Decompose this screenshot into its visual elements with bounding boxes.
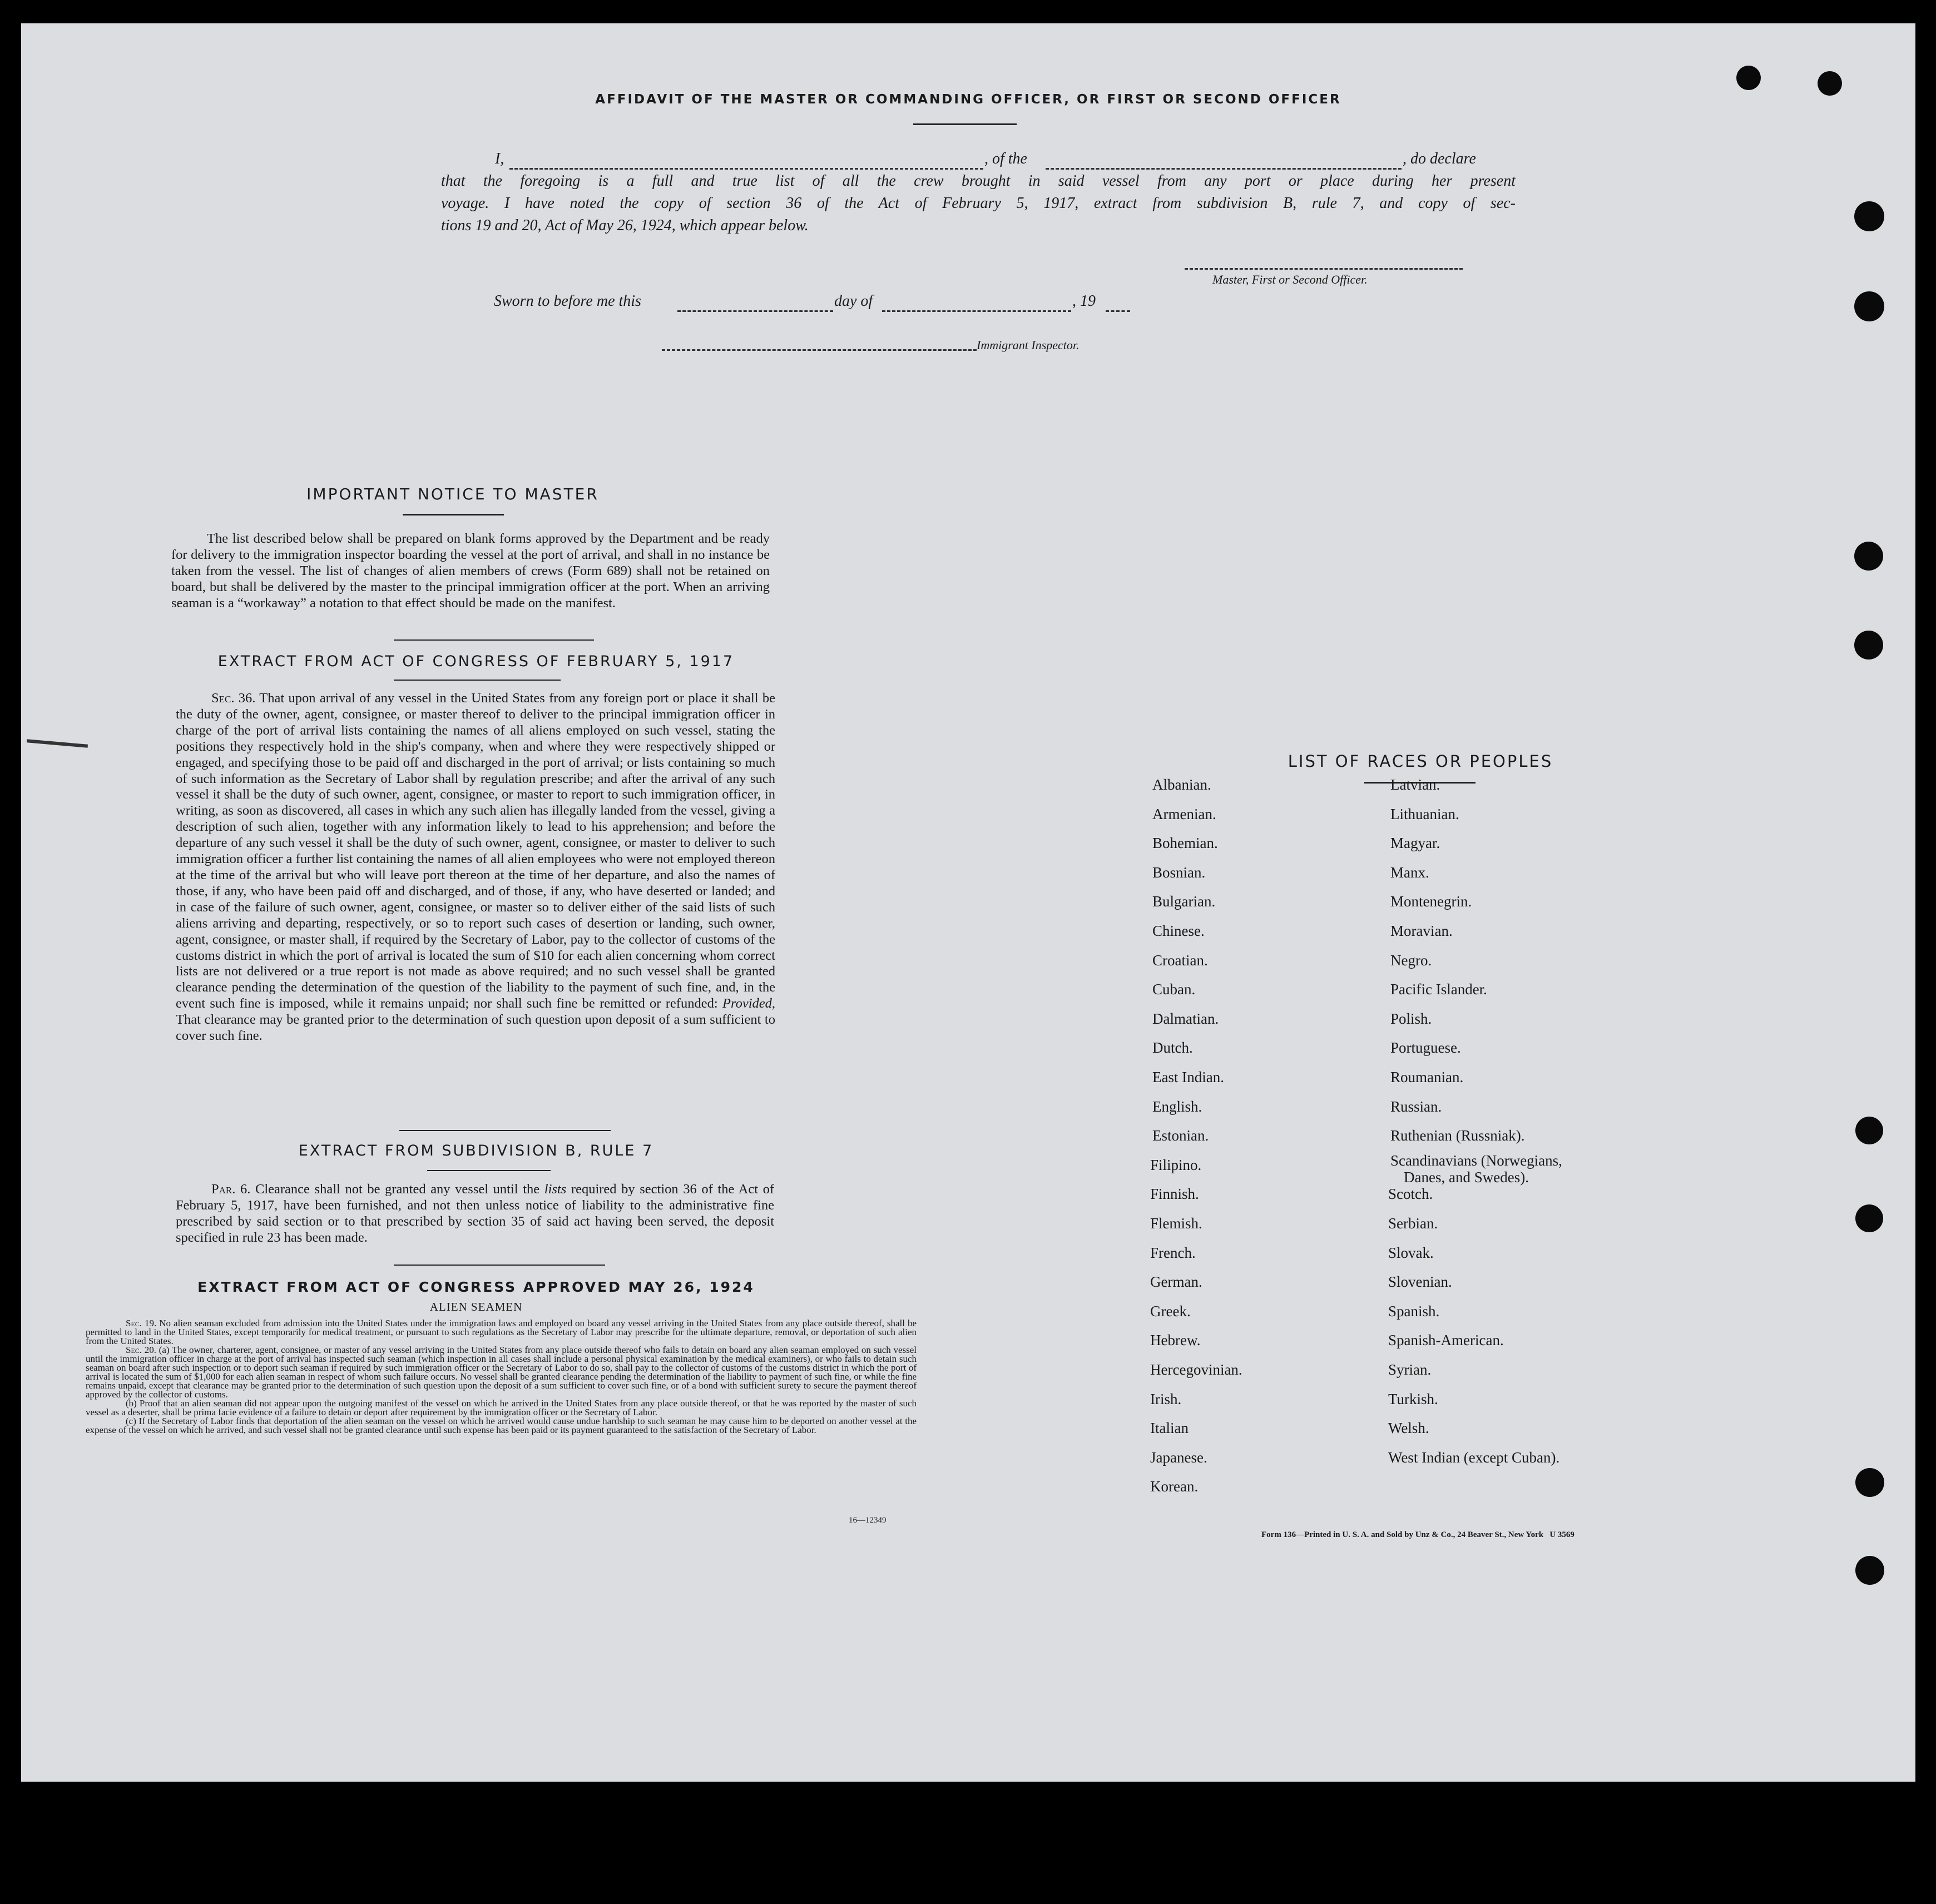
sworn-month-line [882,310,1071,312]
sworn-prefix: Sworn to before me this [494,292,641,310]
punch-hole [1855,1117,1883,1144]
race-item: Manx. [1390,864,1429,881]
race-item: Latvian. [1390,776,1440,793]
race-item: Hebrew. [1150,1332,1201,1349]
race-item: Turkish. [1388,1390,1438,1407]
officer-name-line [509,168,983,170]
race-item: Montenegrin. [1390,893,1472,910]
race-item: Syrian. [1388,1361,1432,1378]
document-page [21,23,1915,1782]
affidavit-of-the: , of the [984,150,1027,167]
race-item: West Indian (except Cuban). [1388,1449,1560,1466]
extract-rule7-title-rule [427,1170,551,1171]
extract-1924-subtitle: ALIEN SEAMEN [429,1300,523,1313]
race-item: Magyar. [1390,835,1440,852]
sworn-year-line [1106,310,1130,312]
race-item: Croatian. [1152,951,1208,969]
race-item: Cuban. [1152,981,1196,998]
extract-1917-proviso: That clearance may be granted prior to the determination of such question upon deposit of a sum sufficient to cover such fine. [176,1012,775,1044]
race-item: Welsh. [1388,1420,1429,1437]
notice-title-rule [403,514,504,515]
extract-rule7-title: EXTRACT FROM SUBDIVISION B, RULE 7 [298,1142,654,1159]
race-item: Greek. [1150,1302,1191,1320]
race-item: Pacific Islander. [1390,981,1487,998]
punch-hole [1854,631,1883,660]
sworn-year: , 19 [1072,292,1096,310]
sec19-text: No alien seaman excluded from admission into the United States under the immigration laws and employed on board any vessel arriving in the United States from any place outside thereof, shall be permitted to land in the United States, except temporarily for medical treatment, or pursuant to such regulations as the Secretary of Labor may prescribe for the ultimate departure, removal, or deportation of such alien from the United States. [86,1318,917,1346]
extract-rule7-text-a: Clearance shall not be granted any vessel until the [255,1182,540,1197]
race-item: Negro. [1390,951,1432,969]
inspector-label: Immigrant Inspector. [977,338,1080,352]
race-item: Ruthenian (Russniak). [1390,1127,1525,1144]
print-code: 16—12349 [849,1516,887,1525]
extract-rule7-divider [394,1265,605,1266]
extract-rule7-lists-word: lists [544,1182,567,1197]
races-title: LIST OF RACES OR PEOPLES [1288,752,1553,771]
extract-1917-section: Sec. 36. [211,691,256,706]
extract-1917-text: That upon arrival of any vessel in the United States from any foreign port or place it shall be the duty of the owner, agent, consignee, or master thereof to deliver to the principal immigration officer in charge of the port of arrival lists containing the names of all aliens employed on such vessel, stating the positions they respectively hold in the ship's company, when and where they were respectively shipped or engaged, and specifying those to be paid off and discharged in the port of arrival; or lists containing so much of such information as the Secretary of Labor shall by regulation prescribe; and after the arrival of any such vessel it shall be the duty of such owner, agent, consignee, or master to report to such immigration officer, in writing, as soon as discovered, all cases in which any such alien has illegally landed from the vessel, giving a description of such alien, together with any information likely to lead to his apprehension; and before the departure of any such vessel it shall be the duty of such owner, agent, consignee, or master to deliver to such immigration officer a further list containing the names of all alien employees who were not employed thereon at the time of the arrival but who will leave port thereon at the time of her departure, and also the names of those, if any, who have been paid off and discharged, and of those, if any, who have deserted or landed; and in case of the failure of such owner, agent, consignee, or master so to deliver either of the said lists of such aliens arriving and departing, respectively, or so to report such cases of desertion or landing, such owner, agent, consignee, or master shall, if required by the Secretary of Labor, pay to the collector of customs of the customs district in which the port of arrival is located the sum of $10 for each alien concerning whom correct lists are not delivered or a true report is not made as above required; and no such vessel shall be granted clearance pending the determination of the question of the liability to the payment of such fine, and, in the event such fine is imposed, while it remains unpaid; nor shall such fine be remitted or refunded: [176,691,775,1012]
notice-body [171,530,770,611]
extract-rule7-text-b: required by section 36 of the Act of February 5, 1917, have been furnished, and not then unless notice of liability to the administrative fine prescribed by said section or to that prescribed by section 35 of said act having been served, the deposit specified in rule 23 has been made. [176,1182,775,1245]
sec19-label: Sec. 19. [126,1318,157,1328]
affidavit-i: I, [495,150,504,167]
notice-title: IMPORTANT NOTICE TO MASTER [306,485,599,503]
affidavit-do-declare: , do declare [1403,150,1476,167]
race-item: English. [1152,1098,1202,1115]
race-item: Spanish. [1388,1302,1440,1320]
margin-mark [27,739,88,748]
punch-hole [1818,71,1842,96]
race-item: Armenian. [1152,805,1216,822]
sec20a-text: (a) The owner, charterer, agent, consignee, or master of any vessel arriving in the United States from any place outside thereof who fails to detain on board any alien seaman employed on such vessel until the immigration officer in charge at the port of arrival has inspected such seaman (which inspection in all cases shall include a personal physical examination by the medical examiners), or who fails to detain such seaman on board after such inspection or to deport such seaman if required by such immigration officer or the Secretary of Labor to do so, shall pay to the collector of customs of the customs district in which the port of arrival is located the sum of $1,000 for each alien seaman in respect of whom such failure occurs. No vessel shall be granted clearance pending the determination of the liability to payment of such fine, or while the fine remains unpaid, except that clearance may be granted prior to the determination of such question upon the deposit of a sum sufficient to cover such fine, or of a bond with sufficient surety to secure the payment thereof approved by the collector of customs. [86,1345,917,1400]
race-item: Finnish. [1150,1186,1199,1203]
race-item: Flemish. [1150,1215,1202,1232]
extract-1924-body [86,1319,917,1435]
affidavit-line-2: that the foregoing is a full and true list of all the crew brought in said vessel from any port or place during her present [441,172,1516,190]
sworn-day-line [677,310,833,312]
race-item: Irish. [1150,1390,1182,1407]
race-item: Polish. [1390,1010,1432,1027]
vessel-name-line [1046,168,1402,170]
extract-1924-title: EXTRACT FROM ACT OF CONGRESS APPROVED MAY 26, 1924 [197,1279,755,1295]
extract-rule7-section: Par. 6. [211,1182,251,1197]
race-item: Bulgarian. [1152,893,1216,910]
race-item: Korean. [1150,1478,1199,1495]
race-item: Chinese. [1152,923,1205,939]
affidavit-title-rule [913,123,1017,125]
master-signature-label: Master, First or Second Officer. [1212,272,1368,286]
extract-rule7-body [176,1181,774,1246]
inspector-signature-line [662,349,977,351]
race-item: Albanian. [1152,776,1211,793]
race-item: Roumanian. [1390,1069,1464,1085]
sec20a-paragraph [86,1346,917,1399]
punch-hole [1854,542,1883,571]
master-signature-line [1185,268,1463,270]
affidavit-title: AFFIDAVIT OF THE MASTER OR COMMANDING OFFICER, OR FIRST OR SECOND OFFICER [595,92,1341,107]
race-item: Scotch. [1388,1186,1433,1203]
race-item: Portuguese. [1390,1039,1461,1057]
race-item: Bohemian. [1152,835,1218,852]
notice-paragraph: The list described below shall be prepared on blank forms approved by the Department and be ready for delivery to the immigration inspector boarding the vessel at the port of arrival, and shall in no instance be taken from the vessel. The list of changes of alien members of crews (Form 689) shall not be retained on board, but shall be delivered by the master to the principal immigration officer at the port. When an arriving seaman is a “workaway” a notation to that effect should be made on the manifest. [171,531,770,611]
sec20c-paragraph: (c) If the Secretary of Labor finds that deportation of the alien seaman on the vessel on which he arrived would cause undue hardship to such seaman he may cause him to be deported on another vessel at the expense of the vessel on which he arrived, and such vessel shall not be granted clearance until such expense has been paid or its payment guaranteed to the satisfaction of the Secretary of Labor. [86,1416,917,1435]
race-item: Slovenian. [1388,1273,1452,1291]
race-item: Danes, and Swedes). [1404,1168,1529,1186]
race-item: Russian. [1390,1098,1442,1115]
sworn-day-of: day of [834,292,873,310]
race-item: East Indian. [1152,1069,1224,1085]
punch-hole [1854,291,1884,321]
sec19-paragraph [86,1319,917,1346]
race-item: Bosnian. [1152,864,1206,881]
affidavit-line-4: tions 19 and 20, Act of May 26, 1924, which appear below. [441,217,809,234]
race-item: Serbian. [1388,1215,1438,1232]
race-item: Dalmatian. [1152,1010,1219,1027]
sec20b-paragraph: (b) Proof that an alien seaman did not appear upon the outgoing manifest of the vessel on which he arrived in the United States from any place outside thereof, or that he was reported by the master of such vessel as a deserter, shall be prima facie evidence of a failure to detain or deport after requirement by the immigration officer or the Secretary of Labor. [86,1398,917,1417]
race-item: Slovak. [1388,1244,1434,1261]
extract-1917-divider [399,1130,611,1131]
punch-hole [1855,1204,1883,1232]
sec20-label: Sec. 20. [126,1345,156,1355]
extract-1917-body [176,691,775,1044]
race-item: Dutch. [1152,1039,1193,1057]
extract-1917-title-rule [394,680,561,681]
extract-1917-title: EXTRACT FROM ACT OF CONGRESS OF FEBRUARY 5, 1917 [217,653,735,670]
punch-hole [1855,1468,1884,1497]
race-item: Spanish-American. [1388,1332,1504,1349]
sworn-line [494,292,1184,317]
notice-divider [394,639,594,641]
affidavit-line-3: voyage. I have noted the copy of section 36 of the Act of February 5, 1917, extract from subdivision B, rule 7, and copy of sec- [441,195,1516,212]
punch-hole [1855,1556,1884,1585]
race-item: Moravian. [1390,923,1453,939]
race-item: Filipino. [1150,1156,1202,1173]
affidavit-line-1 [495,150,1514,172]
race-item: Italian [1150,1420,1189,1437]
punch-hole [1854,201,1884,231]
form-imprint: Form 136—Printed in U. S. A. and Sold by Unz & Co., 24 Beaver St., New York U 3569 [1261,1530,1574,1539]
race-item: Japanese. [1150,1449,1207,1466]
race-item: Lithuanian. [1390,805,1459,822]
extract-1917-proviso-word: Provided, [722,996,776,1012]
race-item: Scandinavians (Norwegians, [1390,1152,1562,1169]
race-item: German. [1150,1273,1202,1291]
punch-hole [1736,66,1761,90]
race-item: Estonian. [1152,1127,1209,1144]
race-item: French. [1150,1244,1196,1261]
race-item: Hercegovinian. [1150,1361,1242,1378]
